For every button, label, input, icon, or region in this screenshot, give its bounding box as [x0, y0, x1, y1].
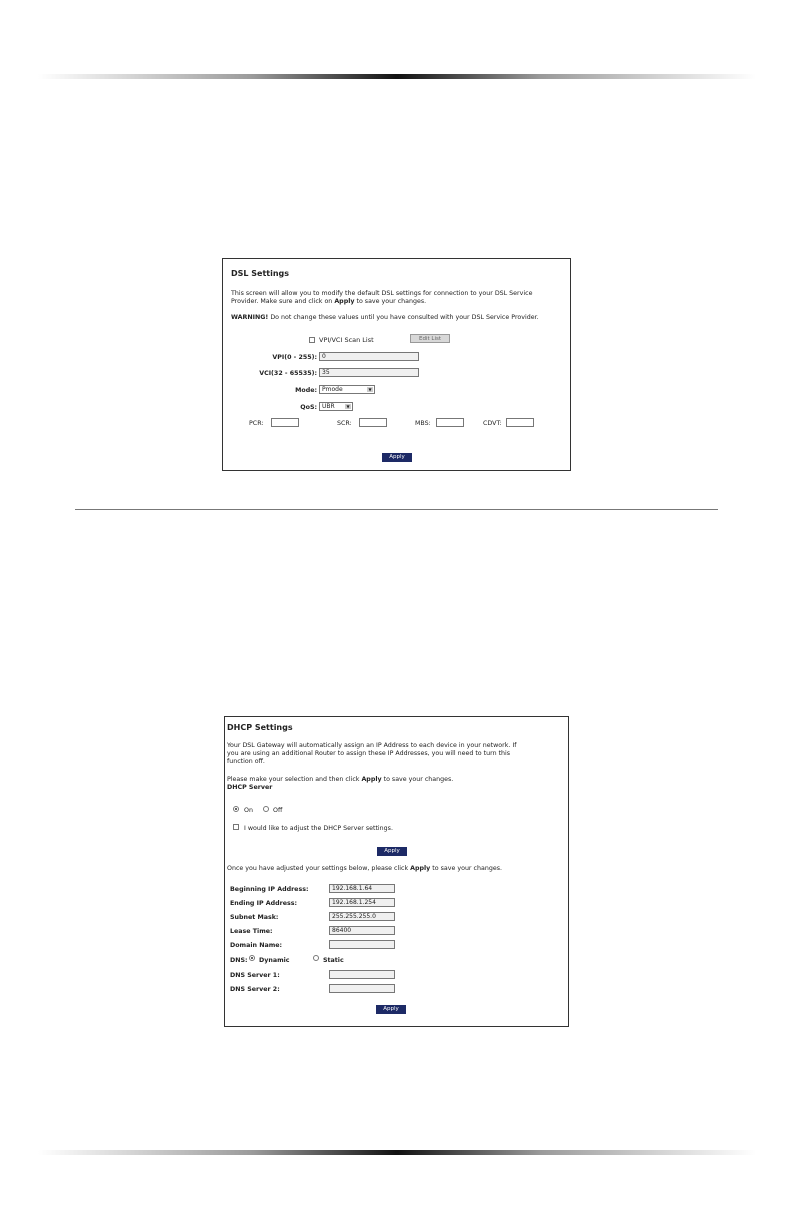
chevron-down-icon: ▼: [346, 404, 350, 409]
dhcp-settings-title: DHCP Settings: [227, 723, 293, 732]
qos-select[interactable]: [319, 402, 353, 411]
vpi-label: VPI(0 - 255):: [272, 354, 317, 361]
dns-dynamic-label: Dynamic: [259, 957, 290, 964]
dsl-apply-button[interactable]: Apply: [382, 453, 412, 462]
dsl-warning-label: WARNING!: [231, 314, 269, 321]
vci-label: VCI(32 - 65535):: [259, 370, 317, 377]
dns-server-1-input[interactable]: [329, 970, 395, 979]
dsl-settings-panel: [222, 258, 571, 471]
dhcp-intro-text: [227, 742, 565, 766]
dhcp-select-apply-word: Apply: [361, 776, 382, 783]
dsl-intro-apply-word: Apply: [334, 298, 355, 305]
cdvt-input[interactable]: [506, 418, 534, 427]
dhcp-off-radio[interactable]: [263, 806, 269, 812]
mbs-label: MBS:: [415, 420, 431, 427]
vpi-vci-scan-checkbox[interactable]: [309, 337, 315, 343]
dsl-warning-body: Do not change these values until you have consulted with your DSL Service Provider.: [268, 314, 539, 321]
dsl-intro-text: [231, 290, 566, 306]
dhcp-apply-button-2[interactable]: Apply: [376, 1005, 406, 1014]
subnet-mask-label: Subnet Mask:: [230, 914, 279, 921]
vpi-vci-scan-label: VPI/VCI Scan List: [319, 336, 374, 344]
dsl-intro-line-2: [231, 298, 566, 306]
end-ip-label: Ending IP Address:: [230, 900, 298, 907]
begin-ip-input[interactable]: 192.168.1.64: [329, 884, 395, 893]
scr-label: SCR:: [337, 420, 352, 427]
dhcp-select-instruction: [227, 776, 565, 784]
mode-select-value: Pmode: [322, 386, 343, 393]
dhcp-after-c: to save your changes.: [430, 865, 502, 872]
lease-time-input[interactable]: 86400: [329, 926, 395, 935]
dhcp-server-heading: DHCP Server: [227, 784, 273, 791]
dhcp-after-instruction: [227, 865, 565, 873]
dns-server-1-label: DNS Server 1:: [230, 972, 280, 979]
dhcp-settings-panel: [224, 716, 569, 1027]
dsl-intro-line-2c: to save your changes.: [354, 298, 427, 305]
dns-dynamic-radio[interactable]: [249, 955, 255, 961]
cdvt-label: CDVT:: [483, 420, 502, 427]
qos-select-value: UBR: [322, 403, 335, 410]
dns-static-label: Static: [323, 957, 344, 964]
dhcp-off-label: Off: [273, 807, 283, 814]
dsl-settings-title: DSL Settings: [231, 269, 290, 278]
dsl-warning-text: [231, 314, 566, 322]
dhcp-intro-line-2: you are using an additional Router to assign these IP Addresses, you will need to turn this: [227, 750, 511, 757]
adjust-dhcp-checkbox[interactable]: [233, 824, 239, 830]
domain-name-label: Domain Name:: [230, 942, 283, 949]
scr-input[interactable]: [359, 418, 387, 427]
vci-input[interactable]: 35: [319, 368, 419, 377]
mode-label: Mode:: [295, 387, 317, 394]
begin-ip-label: Beginning IP Address:: [230, 886, 309, 893]
dsl-intro-line-1: This screen will allow you to modify the default DSL settings for connection to your DSL Service: [231, 290, 533, 297]
domain-name-input[interactable]: [329, 940, 395, 949]
edit-list-button[interactable]: Edit List: [410, 334, 450, 343]
dns-server-2-label: DNS Server 2:: [230, 986, 280, 993]
lease-time-label: Lease Time:: [230, 928, 273, 935]
dhcp-select-c: to save your changes.: [381, 776, 454, 783]
adjust-dhcp-label: I would like to adjust the DHCP Server settings.: [244, 825, 393, 832]
top-decorative-rule: [38, 74, 756, 79]
dhcp-after-apply-word: Apply: [410, 865, 431, 872]
mbs-input[interactable]: [436, 418, 464, 427]
pcr-input[interactable]: [271, 418, 299, 427]
dns-label: DNS:: [230, 957, 248, 964]
bottom-decorative-rule: [38, 1150, 756, 1155]
chevron-down-icon: ▼: [368, 387, 372, 392]
dhcp-on-label: On: [244, 807, 253, 814]
dhcp-intro-line-1: Your DSL Gateway will automatically assign an IP Address to each device in your network. If: [227, 742, 517, 749]
dhcp-apply-button[interactable]: Apply: [377, 847, 407, 856]
dns-server-2-input[interactable]: [329, 984, 395, 993]
subnet-mask-input[interactable]: 255.255.255.0: [329, 912, 395, 921]
dhcp-select-a: Please make your selection and then click: [227, 776, 362, 783]
dhcp-on-radio[interactable]: [233, 806, 239, 812]
section-divider: [75, 509, 718, 510]
dhcp-intro-line-3: function off.: [227, 758, 265, 765]
dhcp-after-a: Once you have adjusted your settings below, please click: [227, 865, 411, 872]
dsl-intro-line-2a: Provider. Make sure and click on: [231, 298, 335, 305]
mode-select[interactable]: [319, 385, 375, 394]
dns-static-radio[interactable]: [313, 955, 319, 961]
pcr-label: PCR:: [249, 420, 264, 427]
qos-label: QoS:: [300, 404, 317, 411]
vpi-input[interactable]: 0: [319, 352, 419, 361]
end-ip-input[interactable]: 192.168.1.254: [329, 898, 395, 907]
